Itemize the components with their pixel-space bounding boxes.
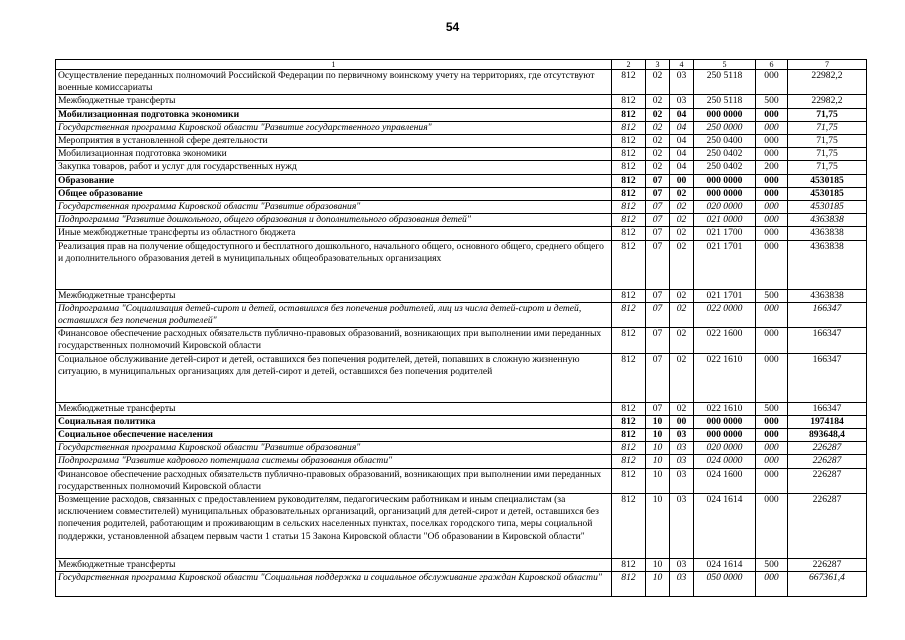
column-number: 3 [646,60,670,70]
admin-code: 812 [612,494,646,559]
target-article-code: 024 0000 [694,455,756,468]
expense-type-code: 000 [756,201,788,214]
section-code: 02 [646,148,670,161]
row-name: Социальное обеспечение населения [56,429,612,442]
expense-type-code: 200 [756,161,788,174]
row-name: Подпрограмма "Развитие дошкольного, общего образования и дополнительного образования детей" [56,214,612,227]
amount: 166347 [788,353,867,402]
subsection-code: 04 [670,148,694,161]
expense-type-code: 500 [756,95,788,108]
target-article-code: 250 0400 [694,135,756,148]
page-number: 54 [445,20,460,34]
amount: 4363838 [788,240,867,289]
section-code: 07 [646,402,670,415]
expense-type-code: 000 [756,135,788,148]
admin-code: 812 [612,95,646,108]
table-row [56,95,867,108]
admin-code: 812 [612,187,646,200]
table-row [56,201,867,214]
target-article-code: 250 0402 [694,161,756,174]
section-code: 07 [646,289,670,302]
expense-type-code: 500 [756,402,788,415]
target-article-code: 024 1600 [694,468,756,493]
row-name: Мобилизационная подготовка экономики [56,148,612,161]
amount: 1974184 [788,415,867,428]
expense-type-code: 000 [756,174,788,187]
admin-code: 812 [612,135,646,148]
admin-code: 812 [612,108,646,121]
section-code: 02 [646,70,670,95]
row-name: Межбюджетные трансферты [56,559,612,572]
section-code: 10 [646,559,670,572]
expense-type-code: 000 [756,227,788,240]
section-code: 07 [646,240,670,289]
target-article-code: 022 0000 [694,302,756,327]
subsection-code: 02 [670,289,694,302]
table-row [56,402,867,415]
column-number: 6 [756,60,788,70]
section-code: 02 [646,135,670,148]
amount: 4363838 [788,289,867,302]
target-article-code: 024 1614 [694,494,756,559]
admin-code: 812 [612,429,646,442]
amount: 22982,2 [788,70,867,95]
amount: 226287 [788,455,867,468]
amount: 71,75 [788,161,867,174]
amount: 4530185 [788,174,867,187]
row-name: Государственная программа Кировской области "Развитие государственного управления" [56,121,612,134]
table-row [56,108,867,121]
admin-code: 812 [612,240,646,289]
subsection-code: 03 [670,70,694,95]
subsection-code: 03 [670,95,694,108]
table-row [56,174,867,187]
expense-type-code: 500 [756,559,788,572]
row-name: Мобилизационная подготовка экономики [56,108,612,121]
expense-type-code: 000 [756,572,788,597]
section-code: 10 [646,455,670,468]
expense-type-code: 000 [756,214,788,227]
amount: 22982,2 [788,95,867,108]
table-row [56,429,867,442]
column-number: 2 [612,60,646,70]
row-name: Государственная программа Кировской области "Развитие образования" [56,201,612,214]
amount: 71,75 [788,108,867,121]
table-row [56,240,867,289]
column-number-row [56,60,867,70]
table-row [56,121,867,134]
table-row [56,302,867,327]
row-name: Подпрограмма "Социализация детей-сирот и детей, оставшихся без попечения родителей, лиц из числа детей-сирот и детей, оставшихся без попечения родителей" [56,302,612,327]
table-row [56,468,867,493]
admin-code: 812 [612,302,646,327]
expense-type-code: 000 [756,415,788,428]
admin-code: 812 [612,328,646,353]
table-row [56,161,867,174]
subsection-code: 03 [670,455,694,468]
amount: 166347 [788,302,867,327]
amount: 4363838 [788,214,867,227]
target-article-code: 021 1701 [694,289,756,302]
expense-type-code: 000 [756,302,788,327]
table-row [56,572,867,597]
budget-table [55,59,867,597]
admin-code: 812 [612,214,646,227]
row-name: Межбюджетные трансферты [56,402,612,415]
row-name: Мероприятия в установленной сфере деятельности [56,135,612,148]
expense-type-code: 000 [756,468,788,493]
expense-type-code: 000 [756,455,788,468]
column-number: 5 [694,60,756,70]
column-number: 4 [670,60,694,70]
target-article-code: 250 5118 [694,95,756,108]
subsection-code: 04 [670,108,694,121]
row-name: Социальная политика [56,415,612,428]
amount: 226287 [788,442,867,455]
section-code: 02 [646,161,670,174]
subsection-code: 02 [670,214,694,227]
table-row [56,70,867,95]
expense-type-code: 000 [756,187,788,200]
target-article-code: 021 1701 [694,240,756,289]
expense-type-code: 000 [756,148,788,161]
amount: 226287 [788,559,867,572]
amount: 71,75 [788,121,867,134]
target-article-code: 020 0000 [694,201,756,214]
table-row [56,187,867,200]
admin-code: 812 [612,455,646,468]
target-article-code: 050 0000 [694,572,756,597]
section-code: 10 [646,442,670,455]
expense-type-code: 000 [756,70,788,95]
row-name: Иные межбюджетные трансферты из областного бюджета [56,227,612,240]
expense-type-code: 000 [756,353,788,402]
admin-code: 812 [612,121,646,134]
amount: 71,75 [788,148,867,161]
subsection-code: 02 [670,201,694,214]
column-number: 1 [56,60,612,70]
row-name: Осуществление переданных полномочий Российской Федерации по первичному воинскому учету на территориях, где отсутствуют военные комиссариаты [56,70,612,95]
subsection-code: 02 [670,187,694,200]
subsection-code: 00 [670,415,694,428]
table-row [56,135,867,148]
row-name: Финансовое обеспечение расходных обязательств публично-правовых образований, возникающих при выполнении ими переданных государственных полномочий Кировской области [56,328,612,353]
target-article-code: 020 0000 [694,442,756,455]
section-code: 10 [646,415,670,428]
row-name: Государственная программа Кировской области "Социальная поддержка и социальное обслуживание граждан Кировской области" [56,572,612,597]
expense-type-code: 000 [756,328,788,353]
admin-code: 812 [612,442,646,455]
target-article-code: 000 0000 [694,415,756,428]
admin-code: 812 [612,353,646,402]
subsection-code: 00 [670,174,694,187]
section-code: 10 [646,494,670,559]
section-code: 07 [646,201,670,214]
subsection-code: 02 [670,240,694,289]
target-article-code: 000 0000 [694,108,756,121]
section-code: 07 [646,328,670,353]
section-code: 02 [646,95,670,108]
section-code: 10 [646,429,670,442]
subsection-code: 02 [670,328,694,353]
target-article-code: 022 1600 [694,328,756,353]
expense-type-code: 000 [756,240,788,289]
admin-code: 812 [612,415,646,428]
subsection-code: 04 [670,161,694,174]
target-article-code: 250 5118 [694,70,756,95]
row-name: Подпрограмма "Развитие кадрового потенциала системы образования области" [56,455,612,468]
section-code: 07 [646,187,670,200]
row-name: Межбюджетные трансферты [56,289,612,302]
admin-code: 812 [612,201,646,214]
subsection-code: 02 [670,302,694,327]
subsection-code: 03 [670,572,694,597]
row-name: Реализация прав на получение общедоступного и бесплатного дошкольного, начального общего, основного общего, среднего общего и дополнительного образования детей в муниципальных общеобразовательных организациях [56,240,612,289]
section-code: 02 [646,121,670,134]
amount: 226287 [788,494,867,559]
admin-code: 812 [612,468,646,493]
row-name: Возмещение расходов, связанных с предоставлением руководителям, педагогическим работникам и иным специалистам (за исключением совместителей) муниципальных образовательных организаций, организаций для детей-сирот и детей, оставшихся без попечения родителей, работающим и проживающим в сельских населенных пунктах, поселках городского типа, меры социальной поддержки, установленной абзацем первым части 1 статьи 15 Закона Кировской области "Об образовании в Кировской области" [56,494,612,559]
subsection-code: 03 [670,442,694,455]
table-row [56,455,867,468]
amount: 71,75 [788,135,867,148]
target-article-code: 250 0402 [694,148,756,161]
row-name: Межбюджетные трансферты [56,95,612,108]
row-name: Социальное обслуживание детей-сирот и детей, оставшихся без попечения родителей, детей, попавших в сложную жизненную ситуацию, в муниципальных организациях для детей-сирот и детей, оставшихся без попечения родителей [56,353,612,402]
row-name: Финансовое обеспечение расходных обязательств публично-правовых образований, возникающих при выполнении ими переданных государственных полномочий Кировской области [56,468,612,493]
subsection-code: 03 [670,559,694,572]
section-code: 10 [646,468,670,493]
amount: 4530185 [788,187,867,200]
row-name: Государственная программа Кировской области "Развитие образования" [56,442,612,455]
expense-type-code: 000 [756,429,788,442]
target-article-code: 021 0000 [694,214,756,227]
section-code: 07 [646,227,670,240]
table-body [56,70,867,597]
amount: 893648,4 [788,429,867,442]
table-row [56,289,867,302]
amount: 667361,4 [788,572,867,597]
admin-code: 812 [612,148,646,161]
admin-code: 812 [612,289,646,302]
subsection-code: 04 [670,121,694,134]
target-article-code: 022 1610 [694,402,756,415]
table-row [56,353,867,402]
target-article-code: 000 0000 [694,187,756,200]
section-code: 07 [646,214,670,227]
admin-code: 812 [612,161,646,174]
target-article-code: 250 0000 [694,121,756,134]
subsection-code: 04 [670,135,694,148]
amount: 166347 [788,328,867,353]
row-name: Образование [56,174,612,187]
table-row [56,148,867,161]
row-name: Закупка товаров, работ и услуг для государственных нужд [56,161,612,174]
amount: 166347 [788,402,867,415]
target-article-code: 022 1610 [694,353,756,402]
amount: 226287 [788,468,867,493]
target-article-code: 000 0000 [694,174,756,187]
subsection-code: 03 [670,494,694,559]
table-row [56,328,867,353]
target-article-code: 000 0000 [694,429,756,442]
table-row [56,214,867,227]
expense-type-code: 500 [756,289,788,302]
row-name: Общее образование [56,187,612,200]
admin-code: 812 [612,559,646,572]
admin-code: 812 [612,174,646,187]
column-number: 7 [788,60,867,70]
section-code: 10 [646,572,670,597]
subsection-code: 02 [670,353,694,402]
expense-type-code: 000 [756,121,788,134]
admin-code: 812 [612,70,646,95]
amount: 4530185 [788,201,867,214]
expense-type-code: 000 [756,108,788,121]
expense-type-code: 000 [756,494,788,559]
section-code: 07 [646,353,670,402]
section-code: 07 [646,302,670,327]
table-row [56,415,867,428]
section-code: 07 [646,174,670,187]
table-row [56,559,867,572]
subsection-code: 03 [670,468,694,493]
target-article-code: 024 1614 [694,559,756,572]
table-row [56,227,867,240]
subsection-code: 02 [670,402,694,415]
table-row [56,494,867,559]
section-code: 02 [646,108,670,121]
subsection-code: 02 [670,227,694,240]
table-row [56,442,867,455]
admin-code: 812 [612,227,646,240]
amount: 4363838 [788,227,867,240]
subsection-code: 03 [670,429,694,442]
admin-code: 812 [612,572,646,597]
admin-code: 812 [612,402,646,415]
target-article-code: 021 1700 [694,227,756,240]
expense-type-code: 000 [756,442,788,455]
